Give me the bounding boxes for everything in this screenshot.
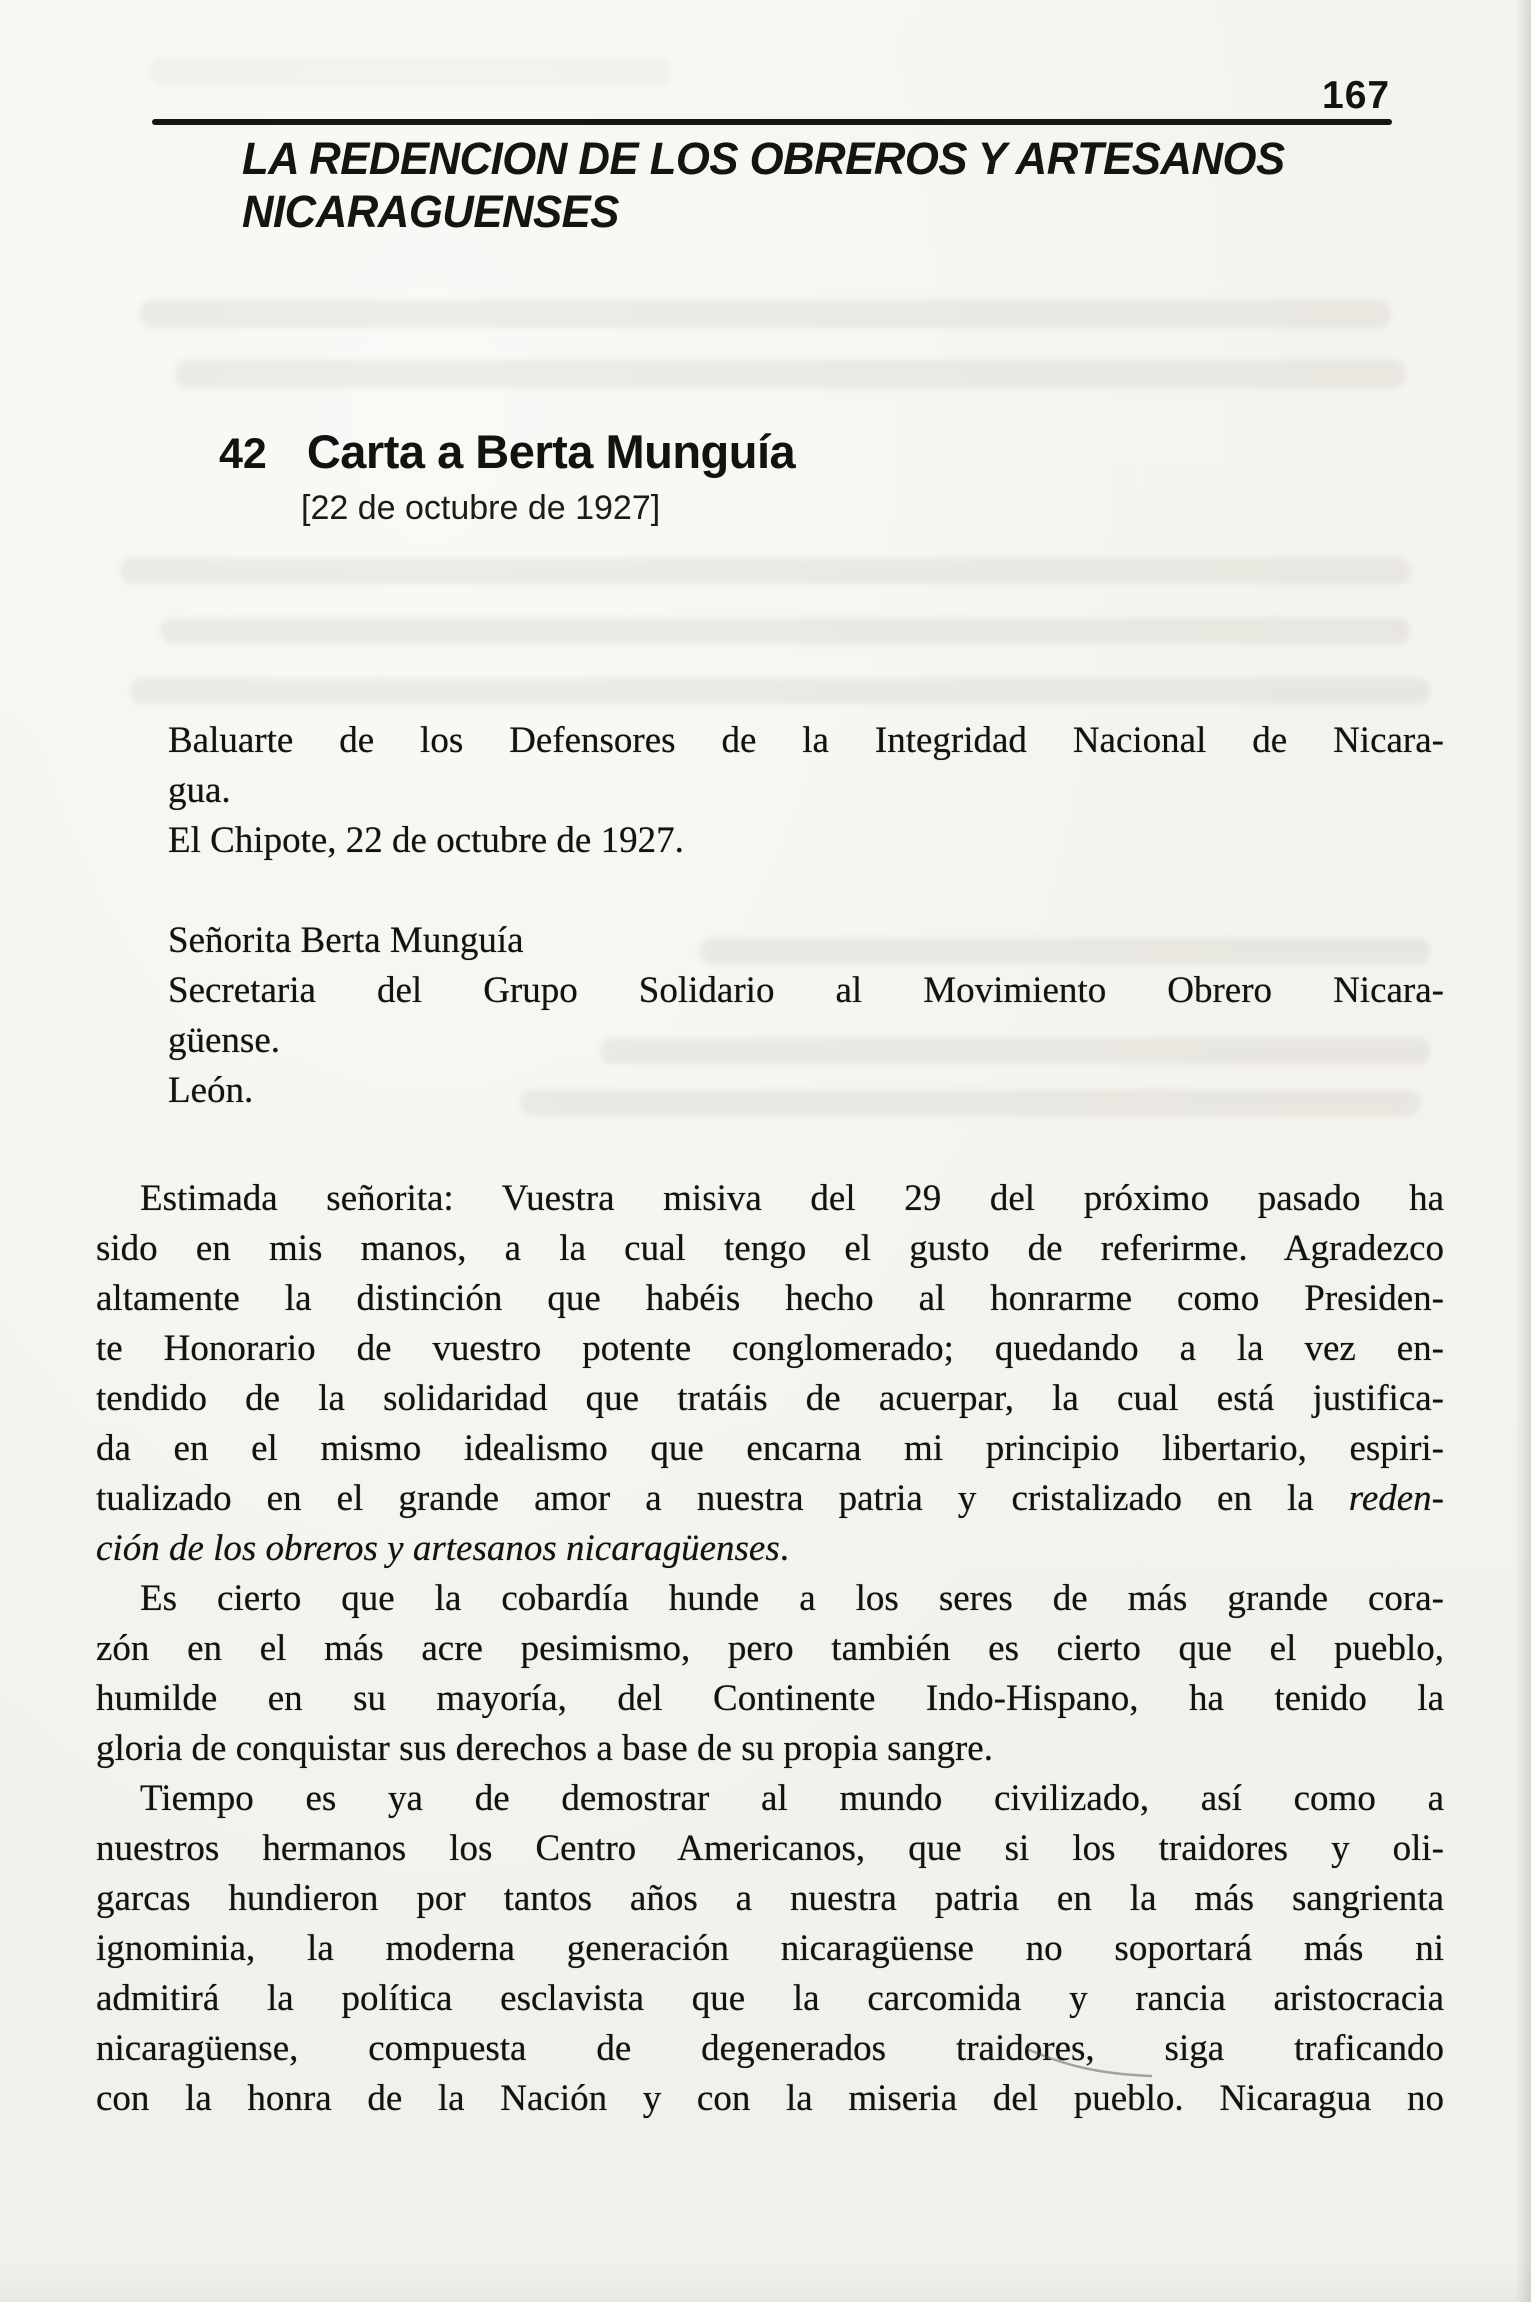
bleed-through-artifact (175, 360, 1405, 388)
section-date: [22 de octubre de 1927] (301, 489, 661, 527)
text-line: Señorita Berta Munguía (168, 920, 524, 961)
bleed-through-artifact (120, 558, 1410, 584)
text-line: con la honra de la Nación y con la miseria del pueblo. Nicaragua no (96, 2078, 1444, 2119)
letter-paragraphs (96, 1174, 1444, 2124)
sender-block (96, 716, 1444, 866)
section-number: 42 (219, 430, 267, 478)
text-line: te Honorario de vuestro potente conglomerado; quedando a la vez en- (96, 1328, 1444, 1369)
paragraph (96, 1574, 1444, 1774)
text-line: altamente la distinción que habéis hecho al honrarme como Presiden- (96, 1278, 1444, 1319)
running-header-line1: LA REDENCION DE LOS OBREROS Y ARTESANOS (242, 133, 1285, 184)
text-line: Es cierto que la cobardía hunde a los seres de más grande cora- (140, 1578, 1444, 1619)
bleed-through-artifact (130, 678, 1430, 704)
bleed-through-artifact (140, 300, 1390, 328)
text-line: tualizado en el grande amor a nuestra patria y cristalizado en la reden- (96, 1478, 1444, 1519)
text-line: Estimada señorita: Vuestra misiva del 29 del próximo pasado ha (140, 1178, 1444, 1219)
text-line: da en el mismo idealismo que encarna mi principio libertario, espiri- (96, 1428, 1444, 1469)
bleed-through-artifact (160, 618, 1410, 644)
text-line: Secretaria del Grupo Solidario al Movimiento Obrero Nicara- (168, 970, 1444, 1011)
text-line: León. (168, 1070, 254, 1111)
recipient-block (96, 916, 1444, 1116)
text-line: gua. (168, 770, 231, 811)
paragraph (96, 1774, 1444, 2124)
text-line: ignominia, la moderna generación nicaragüense no soportará más ni (96, 1928, 1444, 1969)
page-bottom-shade (0, 2262, 1531, 2302)
running-header-line2: NICARAGUENSES (242, 186, 619, 237)
text-line: güense. (168, 1020, 280, 1061)
text-line: Tiempo es ya de demostrar al mundo civilizado, así como a (140, 1778, 1444, 1819)
text-line: gloria de conquistar sus derechos a base de su propia sangre. (96, 1728, 993, 1769)
letter-body (96, 716, 1444, 2124)
bleed-through-artifact (150, 58, 670, 86)
text-line: garcas hundieron por tantos años a nuestra patria en la más sangrienta (96, 1878, 1444, 1919)
section-heading (219, 424, 795, 479)
page-number: 167 (1322, 74, 1391, 117)
text-line: nicaragüense, compuesta de degenerados traidores, siga traficando (96, 2028, 1444, 2069)
text-line: nuestros hermanos los Centro Americanos, que si los traidores y oli- (96, 1828, 1444, 1869)
paragraph (96, 1174, 1444, 1574)
text-line: El Chipote, 22 de octubre de 1927. (168, 820, 684, 861)
text-line: zón en el más acre pesimismo, pero también es cierto que el pueblo, (96, 1628, 1444, 1669)
text-line: tendido de la solidaridad que tratáis de acuerpar, la cual está justifica- (96, 1378, 1444, 1419)
section-title: Carta a Berta Munguía (306, 425, 796, 478)
text-line: ción de los obreros y artesanos nicaragüenses. (96, 1528, 789, 1569)
running-header (242, 132, 1406, 238)
page-edge-shadow (1515, 0, 1531, 2302)
text-line: sido en mis manos, a la cual tengo el gusto de referirme. Agradezco (96, 1228, 1444, 1269)
header-rule (152, 119, 1392, 125)
text-line: admitirá la política esclavista que la carcomida y rancia aristocracia (96, 1978, 1444, 2019)
text-line: Baluarte de los Defensores de la Integridad Nacional de Nicara- (168, 720, 1444, 761)
text-line: humilde en su mayoría, del Continente Indo-Hispano, ha tenido la (96, 1678, 1444, 1719)
